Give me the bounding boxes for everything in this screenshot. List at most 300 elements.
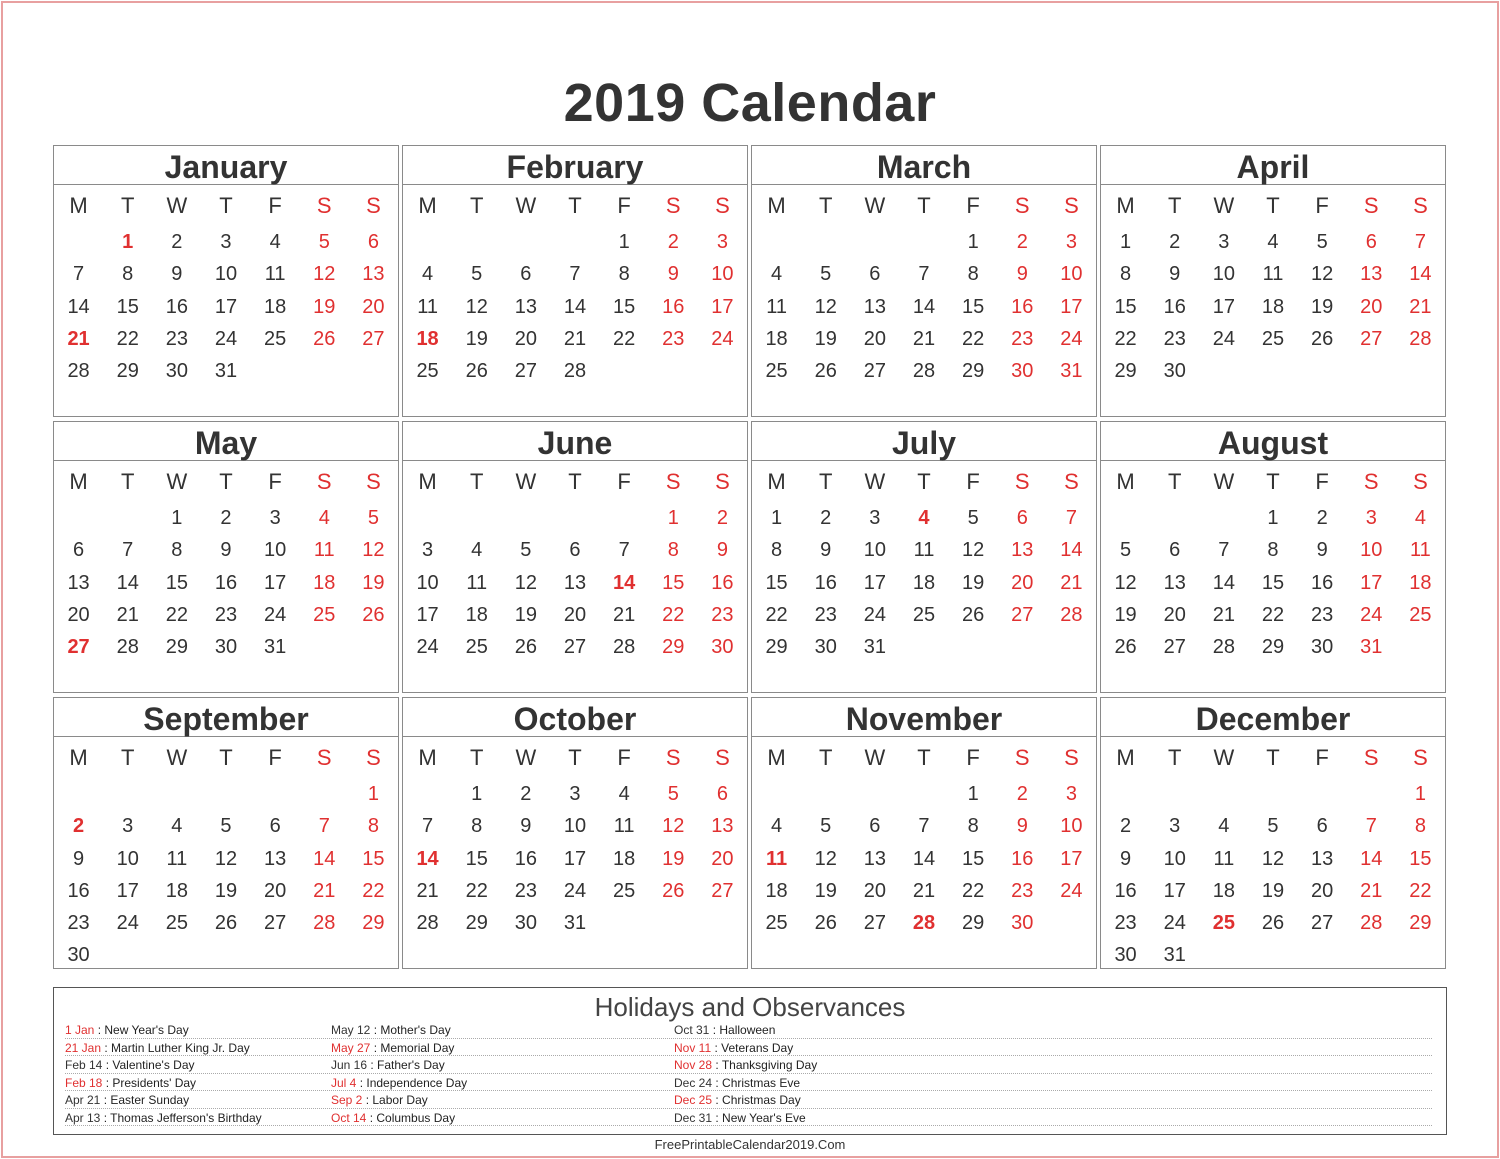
weekday-label: F	[966, 744, 980, 770]
holiday-date: Oct 14	[331, 1110, 367, 1125]
day-cell: 4	[171, 815, 183, 838]
holiday-name: Columbus Day	[376, 1110, 456, 1125]
day-cell: 2	[820, 507, 832, 529]
day-cell: 6	[1169, 539, 1181, 562]
month-april	[1100, 145, 1446, 417]
day-cell: 26	[514, 636, 537, 659]
day-cell: 11	[166, 847, 188, 870]
day-cell: 1	[367, 783, 379, 805]
day-cell: 29	[662, 636, 685, 659]
empty-cell	[550, 502, 599, 534]
day-cell: 6	[1016, 507, 1028, 529]
weekday-label: W	[166, 744, 188, 770]
day-cell: 27	[563, 636, 587, 659]
day-cell: 16	[1011, 847, 1034, 870]
day-cell: 11	[766, 295, 787, 318]
empty-cell	[103, 502, 152, 534]
day-cell: 15	[962, 847, 985, 870]
day-cell: 6	[520, 263, 532, 286]
day-cell: 16	[214, 571, 238, 594]
day-cell: 12	[1261, 847, 1285, 870]
day-cell: 26	[1114, 636, 1137, 659]
day-cell: 17	[1360, 571, 1383, 594]
weekday-label: W	[1213, 468, 1235, 494]
empty-cell	[103, 778, 152, 810]
month-name: August	[1101, 422, 1445, 461]
empty-cell	[752, 226, 801, 258]
holiday-separator: :	[712, 1075, 723, 1090]
holiday-separator: :	[101, 1040, 112, 1055]
weekday-label: T	[1266, 468, 1280, 494]
weekday-label: T	[1266, 744, 1280, 770]
day-cell: 7	[918, 263, 930, 286]
day-cell: 1	[771, 507, 783, 529]
empty-cell	[452, 502, 501, 534]
day-cell: 8	[367, 815, 379, 838]
weekday-label: S	[665, 468, 681, 494]
day-cell: 2	[1316, 507, 1328, 529]
day-cell: 5	[1267, 815, 1279, 838]
day-cell: 13	[711, 815, 734, 838]
day-cell: 19	[465, 327, 488, 350]
day-cell: 1	[967, 231, 979, 253]
weekday-label: F	[1315, 468, 1329, 494]
day-cell: 7	[73, 263, 85, 286]
day-cell: 18	[465, 603, 488, 626]
empty-cell	[152, 778, 201, 810]
day-cell: 5	[318, 231, 330, 253]
day-cell: 8	[667, 539, 679, 562]
day-cell: 14	[912, 847, 936, 870]
weekday-label: T	[917, 192, 931, 218]
weekday-label: S	[366, 468, 381, 494]
month-name: April	[1101, 146, 1445, 185]
day-cell: 27	[711, 879, 734, 902]
day-cell: 10	[863, 539, 886, 562]
day-cell: 18	[165, 879, 188, 902]
weekday-label: T	[1266, 192, 1280, 218]
days-grid	[1101, 778, 1445, 972]
day-cell: 15	[1261, 571, 1285, 594]
day-cell: 9	[220, 539, 232, 562]
day-cell: 4	[1414, 507, 1426, 529]
day-cell: 13	[1311, 847, 1334, 870]
holiday-name: New Year's Day	[104, 1023, 189, 1037]
holiday-date: Feb 18	[65, 1075, 103, 1090]
weekday-label: T	[917, 744, 931, 770]
day-cell: 13	[362, 263, 385, 286]
weekday-label: M	[1116, 468, 1135, 494]
day-cell: 19	[362, 571, 385, 594]
day-cell: 8	[1414, 815, 1426, 838]
month-november	[751, 697, 1097, 969]
empty-cell	[1199, 502, 1248, 534]
day-cell: 8	[471, 815, 483, 838]
days-grid	[752, 226, 1096, 387]
day-cell: 14	[116, 571, 139, 594]
month-name: November	[752, 698, 1096, 737]
day-cell: 19	[814, 879, 837, 902]
weekday-label: S	[665, 192, 681, 218]
month-name: February	[403, 146, 747, 185]
day-cell: 29	[962, 912, 985, 935]
day-cell: 30	[514, 912, 537, 935]
holiday-separator: :	[712, 1110, 723, 1125]
day-cell: 25	[765, 912, 788, 935]
day-cell: 13	[1163, 571, 1186, 594]
holiday-separator: :	[102, 1075, 113, 1090]
day-cell: 9	[667, 263, 679, 286]
day-cell: 22	[1261, 603, 1285, 626]
day-cell: 28	[1409, 327, 1432, 350]
day-cell: 11	[1410, 539, 1431, 562]
day-cell: 23	[1311, 603, 1334, 626]
holiday-name: Independence Day	[366, 1075, 468, 1090]
weekday-label: T	[120, 192, 135, 218]
day-cell: 26	[662, 879, 685, 902]
holiday-name: Valentine's Day	[112, 1058, 195, 1072]
empty-cell	[850, 226, 899, 258]
day-cell: 6	[869, 263, 881, 286]
day-cell: 14	[1212, 571, 1235, 594]
weekday-label: W	[515, 744, 537, 770]
day-cell: 18	[613, 847, 636, 870]
day-cell: 9	[520, 815, 532, 838]
day-cell: 20	[711, 847, 734, 870]
day-cell: 12	[313, 263, 336, 286]
holiday-separator: :	[709, 1023, 720, 1037]
day-cell: 22	[362, 879, 385, 902]
day-cell: 4	[771, 263, 783, 286]
day-cell: 26	[465, 360, 488, 383]
day-cell: 26	[1261, 912, 1285, 935]
day-cell: 22	[116, 327, 139, 350]
day-cell: 25	[765, 360, 788, 383]
empty-cell	[1101, 778, 1150, 810]
day-cell: 18	[765, 879, 788, 902]
day-cell: 14	[416, 847, 439, 870]
dotted-guide-line	[65, 1108, 1432, 1109]
day-cell: 27	[264, 912, 287, 935]
weekday-label: T	[1167, 192, 1182, 218]
weekday-label: S	[1363, 192, 1379, 218]
day-cell: 8	[171, 539, 183, 562]
day-cell: 9	[73, 847, 85, 870]
day-cell: 28	[1360, 912, 1383, 935]
day-cell: 23	[711, 603, 734, 626]
day-cell: 14	[1360, 847, 1383, 870]
day-cell: 8	[771, 539, 783, 562]
day-cell: 30	[67, 944, 90, 967]
day-cell: 27	[1360, 327, 1383, 350]
dotted-guide-line	[65, 1038, 1432, 1039]
day-cell: 15	[165, 571, 188, 594]
day-cell: 16	[67, 879, 90, 902]
day-cell: 15	[1114, 295, 1137, 318]
day-cell: 14	[1060, 539, 1083, 562]
day-cell: 24	[711, 327, 734, 350]
day-cell: 21	[313, 879, 336, 902]
weekday-header	[1101, 185, 1445, 226]
days-grid	[403, 778, 747, 939]
day-cell: 15	[662, 571, 685, 594]
day-cell: 17	[563, 847, 587, 870]
holiday-date: Apr 21	[65, 1093, 101, 1107]
day-cell: 13	[1011, 539, 1034, 562]
day-cell: 23	[662, 327, 685, 350]
day-cell: 17	[863, 571, 886, 594]
day-cell: 28	[1060, 603, 1083, 626]
weekday-label: W	[864, 192, 886, 218]
weekday-label: S	[715, 468, 730, 494]
day-cell: 19	[1311, 295, 1334, 318]
day-cell: 5	[367, 507, 379, 529]
day-cell: 13	[67, 571, 90, 594]
day-cell: 4	[422, 263, 434, 286]
holiday-separator: :	[100, 1093, 111, 1107]
day-cell: 4	[918, 507, 930, 529]
weekday-label: S	[665, 744, 681, 770]
day-cell: 14	[613, 571, 636, 594]
day-cell: 19	[514, 603, 537, 626]
day-cell: 15	[613, 295, 636, 318]
day-cell: 5	[967, 507, 979, 529]
day-cell: 14	[313, 847, 336, 870]
weekday-label: M	[1116, 744, 1135, 770]
day-cell: 24	[264, 603, 287, 626]
weekday-label: W	[166, 468, 188, 494]
day-cell: 16	[514, 847, 537, 870]
day-cell: 6	[716, 783, 728, 805]
day-cell: 15	[765, 571, 788, 594]
day-cell: 8	[618, 263, 630, 286]
day-cell: 23	[814, 603, 837, 626]
day-cell: 2	[1169, 231, 1181, 253]
day-cell: 8	[967, 815, 979, 838]
weekday-label: F	[966, 192, 980, 218]
day-cell: 10	[1212, 263, 1235, 286]
day-cell: 21	[1212, 603, 1235, 626]
day-cell: 21	[1060, 571, 1083, 594]
day-cell: 2	[1016, 231, 1028, 253]
day-cell: 21	[1360, 879, 1383, 902]
footer-url[interactable]: FreePrintableCalendar2019.Com	[654, 1137, 846, 1152]
holiday-name: Labor Day	[372, 1093, 428, 1107]
day-cell: 24	[1060, 327, 1083, 350]
holiday-separator: :	[370, 1023, 381, 1037]
day-cell: 27	[1011, 603, 1034, 626]
day-cell: 20	[1311, 879, 1334, 902]
day-cell: 17	[1163, 879, 1186, 902]
day-cell: 23	[1114, 912, 1137, 935]
day-cell: 1	[471, 783, 483, 805]
day-cell: 4	[269, 231, 281, 253]
day-cell: 11	[1213, 847, 1235, 870]
day-cell: 19	[1261, 879, 1285, 902]
day-cell: 17	[1212, 295, 1235, 318]
day-cell: 25	[165, 912, 188, 935]
day-cell: 4	[1267, 231, 1279, 253]
holiday-name: Easter Sunday	[110, 1093, 190, 1107]
weekday-label: T	[120, 744, 135, 770]
empty-cell	[1248, 778, 1297, 810]
empty-cell	[501, 226, 550, 258]
day-cell: 10	[416, 571, 439, 594]
weekday-label: W	[1213, 192, 1235, 218]
day-cell: 28	[67, 360, 90, 383]
empty-cell	[54, 502, 103, 534]
month-august	[1100, 421, 1446, 693]
day-cell: 15	[116, 295, 139, 318]
weekday-label: T	[818, 468, 833, 494]
weekday-label: W	[515, 468, 537, 494]
day-cell: 5	[820, 815, 832, 838]
day-cell: 10	[1060, 263, 1083, 286]
holiday-date: Nov 11	[674, 1040, 712, 1055]
day-cell: 1	[122, 231, 134, 253]
day-cell: 22	[662, 603, 685, 626]
day-cell: 18	[313, 571, 336, 594]
day-cell: 1	[171, 507, 183, 529]
day-cell: 13	[563, 571, 587, 594]
weekday-label: W	[864, 468, 886, 494]
weekday-label: S	[1014, 744, 1030, 770]
weekday-header	[54, 461, 398, 502]
day-cell: 27	[1311, 912, 1334, 935]
day-cell: 18	[765, 327, 788, 350]
empty-cell	[801, 778, 850, 810]
day-cell: 16	[662, 295, 685, 318]
month-january	[53, 145, 399, 417]
weekday-label: F	[617, 744, 631, 770]
weekday-label: S	[1064, 744, 1079, 770]
day-cell: 9	[1120, 847, 1132, 870]
weekday-label: T	[219, 744, 233, 770]
weekday-label: M	[69, 468, 88, 494]
empty-cell	[1199, 778, 1248, 810]
days-grid	[1101, 502, 1445, 663]
weekday-label: S	[1413, 744, 1428, 770]
holiday-name: Memorial Day	[380, 1040, 455, 1055]
day-cell: 11	[913, 539, 935, 562]
day-cell: 12	[962, 539, 985, 562]
weekday-header	[1101, 737, 1445, 778]
day-cell: 25	[1212, 912, 1235, 935]
holiday-date: 1 Jan	[65, 1023, 95, 1037]
holiday-separator: :	[711, 1040, 722, 1055]
day-cell: 2	[667, 231, 679, 253]
day-cell: 18	[1261, 295, 1285, 318]
day-cell: 23	[1011, 327, 1034, 350]
holiday-name: Mother's Day	[380, 1023, 451, 1037]
day-cell: 1	[1267, 507, 1279, 529]
day-cell: 12	[1311, 263, 1334, 286]
day-cell: 19	[814, 327, 837, 350]
month-september	[53, 697, 399, 969]
weekday-label: F	[268, 744, 282, 770]
day-cell: 8	[122, 263, 134, 286]
day-cell: 2	[73, 815, 85, 838]
day-cell: 21	[67, 327, 90, 350]
day-cell: 5	[820, 263, 832, 286]
weekday-label: W	[864, 744, 886, 770]
day-cell: 6	[73, 539, 85, 562]
day-cell: 1	[967, 783, 979, 805]
day-cell: 22	[465, 879, 488, 902]
day-cell: 10	[1060, 815, 1083, 838]
day-cell: 20	[514, 327, 537, 350]
day-cell: 22	[1409, 879, 1432, 902]
day-cell: 24	[1163, 912, 1186, 935]
day-cell: 29	[1409, 912, 1432, 935]
holiday-date: Nov 28	[674, 1058, 713, 1072]
day-cell: 5	[220, 815, 232, 838]
holidays-title: Holidays and Observances	[594, 992, 906, 1022]
day-cell: 20	[563, 603, 587, 626]
weekday-label: S	[316, 192, 332, 218]
day-cell: 9	[820, 539, 832, 562]
day-cell: 4	[318, 507, 330, 529]
day-cell: 14	[563, 295, 587, 318]
day-cell: 21	[563, 327, 587, 350]
days-grid	[403, 502, 747, 663]
weekday-header	[403, 737, 747, 778]
day-cell: 31	[264, 636, 287, 659]
day-cell: 8	[1120, 263, 1132, 286]
day-cell: 22	[962, 879, 985, 902]
day-cell: 8	[967, 263, 979, 286]
day-cell: 31	[563, 912, 587, 935]
day-cell: 10	[214, 263, 238, 286]
month-name: January	[54, 146, 398, 185]
empty-cell	[801, 226, 850, 258]
weekday-label: T	[568, 192, 582, 218]
day-cell: 12	[814, 847, 837, 870]
day-cell: 19	[962, 571, 985, 594]
empty-cell	[899, 778, 948, 810]
day-cell: 18	[1409, 571, 1432, 594]
day-cell: 27	[1163, 636, 1186, 659]
day-cell: 1	[1414, 783, 1426, 805]
month-may	[53, 421, 399, 693]
day-cell: 19	[1114, 603, 1137, 626]
holiday-date: Jul 4	[331, 1075, 357, 1090]
weekday-label: T	[469, 468, 484, 494]
weekday-label: T	[568, 468, 582, 494]
weekday-label: S	[715, 192, 730, 218]
empty-cell	[1347, 778, 1396, 810]
weekday-label: M	[767, 744, 786, 770]
day-cell: 26	[362, 603, 385, 626]
day-cell: 6	[569, 539, 581, 562]
day-cell: 17	[1060, 847, 1083, 870]
day-cell: 20	[362, 295, 385, 318]
day-cell: 5	[667, 783, 679, 805]
weekday-header	[1101, 461, 1445, 502]
day-cell: 24	[863, 603, 886, 626]
weekday-header	[54, 737, 398, 778]
month-december	[1100, 697, 1446, 969]
day-cell: 17	[264, 571, 287, 594]
holiday-name: Presidents' Day	[112, 1075, 197, 1090]
day-cell: 29	[116, 360, 139, 383]
day-cell: 17	[1060, 295, 1083, 318]
weekday-label: S	[1363, 744, 1379, 770]
month-june	[402, 421, 748, 693]
day-cell: 18	[912, 571, 936, 594]
weekday-label: S	[316, 468, 332, 494]
day-cell: 11	[765, 847, 788, 870]
